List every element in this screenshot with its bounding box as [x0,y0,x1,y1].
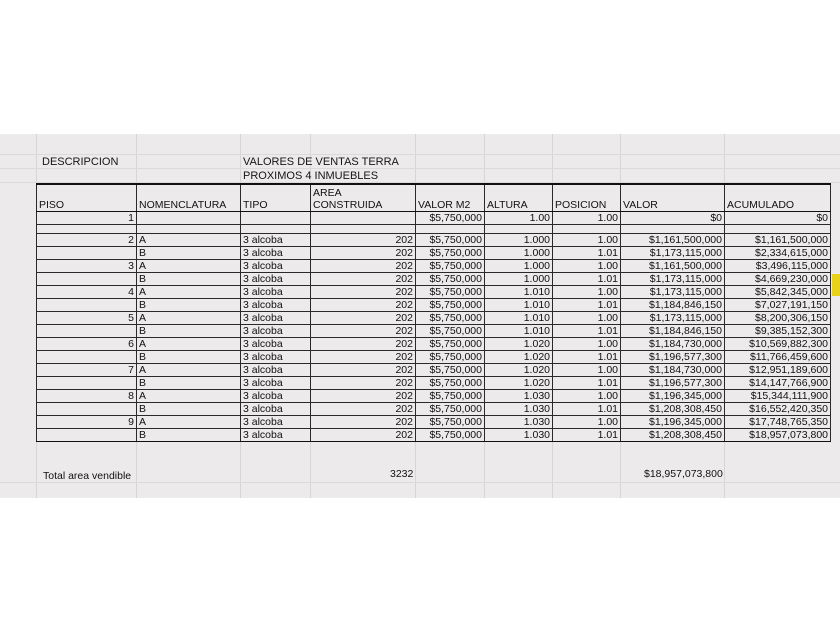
cell-valor-m2[interactable]: $5,750,000 [416,377,485,390]
spreadsheet-photo [0,134,840,498]
cell-acumulado[interactable]: $17,748,765,350 [725,416,831,429]
total-area-value: 3232 [390,468,414,480]
cell-nomenclatura[interactable]: A [137,312,241,325]
cell-nomenclatura[interactable] [137,212,241,225]
header-row [37,184,831,212]
cell-posicion[interactable]: 1.00 [553,364,621,377]
cell-valor[interactable]: $1,173,115,000 [621,273,725,286]
cell-altura[interactable]: 1.010 [485,312,553,325]
cell-piso[interactable] [37,273,137,286]
cell-area[interactable]: 202 [311,260,416,273]
table-row [37,377,831,390]
cell-area[interactable]: 202 [311,299,416,312]
cell-nomenclatura[interactable]: B [137,247,241,260]
cell-posicion[interactable]: 1.00 [553,390,621,403]
cell-valor-m2[interactable]: $5,750,000 [416,273,485,286]
cell-valor[interactable]: $1,184,846,150 [621,299,725,312]
cell-area[interactable]: 202 [311,390,416,403]
table-row [37,416,831,429]
cell-area[interactable]: 202 [311,364,416,377]
cell-posicion[interactable]: 1.00 [553,212,621,225]
cell-piso[interactable]: 6 [37,338,137,351]
col-area-construida[interactable] [311,184,416,212]
cell-posicion[interactable]: 1.01 [553,403,621,416]
cell-valor[interactable]: $1,208,308,450 [621,429,725,442]
cell-posicion[interactable]: 1.00 [553,286,621,299]
cell-tipo[interactable] [241,212,311,225]
cell-valor[interactable]: $1,208,308,450 [621,403,725,416]
cell-altura[interactable]: 1.010 [485,325,553,338]
table-row-first [37,212,831,225]
table-row [37,260,831,273]
cell-altura[interactable]: 1.000 [485,260,553,273]
table-row [37,390,831,403]
cell-posicion[interactable]: 1.01 [553,377,621,390]
cell-altura[interactable]: 1.030 [485,403,553,416]
table-row [37,325,831,338]
cell-valor[interactable]: $1,184,730,000 [621,338,725,351]
cell-tipo[interactable]: 3 alcoba [241,377,311,390]
cell-piso[interactable]: 4 [37,286,137,299]
cell-piso[interactable] [37,247,137,260]
cell-acumulado[interactable]: $16,552,420,350 [725,403,831,416]
cell-piso[interactable] [37,325,137,338]
cell-valor[interactable]: $1,196,345,000 [621,390,725,403]
cell-empty[interactable] [241,225,311,234]
cell-tipo[interactable]: 3 alcoba [241,338,311,351]
sheet-edge-marker [832,274,840,296]
table-row [37,312,831,325]
cell-nomenclatura[interactable]: A [137,390,241,403]
cell-valor-m2[interactable]: $5,750,000 [416,212,485,225]
cell-tipo[interactable]: 3 alcoba [241,390,311,403]
cell-valor[interactable]: $1,161,500,000 [621,234,725,247]
total-area-label: Total area vendible [43,470,132,482]
cell-posicion[interactable]: 1.01 [553,247,621,260]
cell-valor[interactable]: $1,173,115,000 [621,312,725,325]
cell-acumulado[interactable]: $0 [725,212,831,225]
cell-piso[interactable]: 8 [37,390,137,403]
descripcion-label: DESCRIPCION [42,156,119,168]
cell-altura[interactable]: 1.000 [485,247,553,260]
cell-piso[interactable] [37,299,137,312]
cell-valor-m2[interactable]: $5,750,000 [416,312,485,325]
cell-altura[interactable]: 1.030 [485,390,553,403]
cell-area[interactable]: 202 [311,429,416,442]
cell-valor[interactable]: $1,161,500,000 [621,260,725,273]
cell-valor-m2[interactable]: $5,750,000 [416,260,485,273]
col-acumulado[interactable]: ACUMULADO [725,184,831,212]
cell-piso[interactable] [37,351,137,364]
cell-valor-m2[interactable]: $5,750,000 [416,351,485,364]
cell-acumulado[interactable]: $18,957,073,800 [725,429,831,442]
cell-valor-m2[interactable]: $5,750,000 [416,429,485,442]
cell-altura[interactable]: 1.000 [485,273,553,286]
cell-altura[interactable]: 1.020 [485,351,553,364]
cell-tipo[interactable]: 3 alcoba [241,260,311,273]
table-row [37,403,831,416]
cell-piso[interactable]: 3 [37,260,137,273]
cell-acumulado[interactable]: $10,569,882,300 [725,338,831,351]
cell-acumulado[interactable]: $4,669,230,000 [725,273,831,286]
cell-empty[interactable] [725,225,831,234]
col-piso[interactable]: PISO [37,184,137,212]
cell-area[interactable]: 202 [311,325,416,338]
cell-empty[interactable] [485,225,553,234]
cell-piso[interactable]: 2 [37,234,137,247]
cell-empty[interactable] [416,225,485,234]
cell-valor[interactable]: $1,196,345,000 [621,416,725,429]
cell-empty[interactable] [553,225,621,234]
cell-posicion[interactable]: 1.01 [553,325,621,338]
cell-nomenclatura[interactable]: B [137,377,241,390]
cell-nomenclatura[interactable]: B [137,403,241,416]
cell-tipo[interactable]: 3 alcoba [241,299,311,312]
cell-valor-m2[interactable]: $5,750,000 [416,286,485,299]
cell-acumulado[interactable]: $12,951,189,600 [725,364,831,377]
cell-piso[interactable]: 9 [37,416,137,429]
gridline [0,482,840,483]
cell-piso[interactable]: 1 [37,212,137,225]
cell-area[interactable]: 202 [311,403,416,416]
cell-acumulado[interactable]: $3,496,115,000 [725,260,831,273]
cell-area[interactable]: 202 [311,338,416,351]
cell-altura[interactable]: 1.020 [485,377,553,390]
cell-valor-m2[interactable]: $5,750,000 [416,299,485,312]
cell-area[interactable]: 202 [311,286,416,299]
cell-nomenclatura[interactable]: B [137,273,241,286]
cell-nomenclatura[interactable]: A [137,260,241,273]
col-tipo[interactable]: TIPO [241,184,311,212]
col-altura[interactable]: ALTURA [485,184,553,212]
cell-posicion[interactable]: 1.00 [553,234,621,247]
cell-tipo[interactable]: 3 alcoba [241,429,311,442]
cell-tipo[interactable]: 3 alcoba [241,403,311,416]
cell-empty[interactable] [37,225,137,234]
cell-nomenclatura[interactable]: B [137,351,241,364]
cell-acumulado[interactable]: $11,766,459,600 [725,351,831,364]
cell-area[interactable]: 202 [311,416,416,429]
cell-area[interactable]: 202 [311,247,416,260]
cell-acumulado[interactable]: $15,344,111,900 [725,390,831,403]
cell-piso[interactable] [37,429,137,442]
table-row [37,273,831,286]
sheet-subtitle: PROXIMOS 4 INMUEBLES [243,170,379,182]
cell-empty[interactable] [311,225,416,234]
cell-piso[interactable]: 5 [37,312,137,325]
cell-valor-m2[interactable]: $5,750,000 [416,247,485,260]
cell-valor-m2[interactable]: $5,750,000 [416,325,485,338]
col-area-line1: AREA [313,187,342,199]
cell-valor[interactable]: $1,184,730,000 [621,364,725,377]
cell-acumulado[interactable]: $9,385,152,300 [725,325,831,338]
cell-altura[interactable]: 1.020 [485,364,553,377]
col-area-line2: CONSTRUIDA [313,199,383,211]
cell-area[interactable]: 202 [311,351,416,364]
cell-altura[interactable]: 1.00 [485,212,553,225]
cell-acumulado[interactable]: $7,027,191,150 [725,299,831,312]
spacer-row [37,225,831,234]
cell-piso[interactable]: 7 [37,364,137,377]
cell-area[interactable]: 202 [311,273,416,286]
cell-piso[interactable] [37,377,137,390]
table-row [37,247,831,260]
gridline [0,154,840,155]
total-valor-value: $18,957,073,800 [644,468,723,480]
cell-acumulado[interactable]: $5,842,345,000 [725,286,831,299]
cell-valor[interactable]: $1,184,846,150 [621,325,725,338]
cell-acumulado[interactable]: $8,200,306,150 [725,312,831,325]
cell-acumulado[interactable]: $2,334,615,000 [725,247,831,260]
cell-tipo[interactable]: 3 alcoba [241,273,311,286]
cell-valor-m2[interactable]: $5,750,000 [416,234,485,247]
cell-valor-m2[interactable]: $5,750,000 [416,416,485,429]
cell-posicion[interactable]: 1.01 [553,299,621,312]
cell-empty[interactable] [621,225,725,234]
cell-tipo[interactable]: 3 alcoba [241,351,311,364]
cell-area[interactable] [311,212,416,225]
cell-posicion[interactable]: 1.00 [553,260,621,273]
cell-tipo[interactable]: 3 alcoba [241,234,311,247]
col-posicion[interactable]: POSICION [553,184,621,212]
cell-altura[interactable]: 1.030 [485,429,553,442]
cell-posicion[interactable]: 1.00 [553,338,621,351]
cell-tipo[interactable]: 3 alcoba [241,416,311,429]
cell-nomenclatura[interactable]: A [137,286,241,299]
cell-nomenclatura[interactable]: B [137,325,241,338]
cell-valor[interactable]: $1,173,115,000 [621,247,725,260]
cell-valor-m2[interactable]: $5,750,000 [416,390,485,403]
cell-empty[interactable] [137,225,241,234]
cell-nomenclatura[interactable]: A [137,364,241,377]
cell-posicion[interactable]: 1.01 [553,273,621,286]
cell-altura[interactable]: 1.010 [485,299,553,312]
cell-acumulado[interactable]: $1,161,500,000 [725,234,831,247]
cell-nomenclatura[interactable]: B [137,299,241,312]
cell-area[interactable]: 202 [311,312,416,325]
cell-valor-m2[interactable]: $5,750,000 [416,403,485,416]
table-row [37,351,831,364]
table-row [37,299,831,312]
col-valor-m2[interactable]: VALOR M2 [416,184,485,212]
cell-altura[interactable]: 1.030 [485,416,553,429]
values-table [36,183,831,442]
cell-posicion[interactable]: 1.01 [553,351,621,364]
cell-altura[interactable]: 1.020 [485,338,553,351]
cell-area[interactable]: 202 [311,377,416,390]
cell-valor[interactable]: $1,173,115,000 [621,286,725,299]
cell-piso[interactable] [37,403,137,416]
cell-valor[interactable]: $0 [621,212,725,225]
cell-nomenclatura[interactable]: A [137,234,241,247]
table-row [37,429,831,442]
table-row [37,338,831,351]
cell-altura[interactable]: 1.000 [485,234,553,247]
cell-area[interactable]: 202 [311,234,416,247]
sheet-title: VALORES DE VENTAS TERRA [243,156,399,168]
cell-valor[interactable]: $1,196,577,300 [621,351,725,364]
cell-tipo[interactable]: 3 alcoba [241,286,311,299]
cell-altura[interactable]: 1.010 [485,286,553,299]
cell-acumulado[interactable]: $14,147,766,900 [725,377,831,390]
cell-posicion[interactable]: 1.00 [553,416,621,429]
cell-posicion[interactable]: 1.00 [553,312,621,325]
table-row [37,364,831,377]
cell-nomenclatura[interactable]: B [137,429,241,442]
table-row [37,234,831,247]
cell-tipo[interactable]: 3 alcoba [241,247,311,260]
col-valor[interactable]: VALOR [621,184,725,212]
cell-tipo[interactable]: 3 alcoba [241,364,311,377]
cell-nomenclatura[interactable]: A [137,416,241,429]
cell-nomenclatura[interactable]: A [137,338,241,351]
table-row [37,286,831,299]
cell-valor[interactable]: $1,196,577,300 [621,377,725,390]
cell-posicion[interactable]: 1.01 [553,429,621,442]
gridline [0,168,840,169]
cell-valor-m2[interactable]: $5,750,000 [416,364,485,377]
cell-tipo[interactable]: 3 alcoba [241,325,311,338]
col-nomenclatura[interactable]: NOMENCLATURA [137,184,241,212]
cell-tipo[interactable]: 3 alcoba [241,312,311,325]
cell-valor-m2[interactable]: $5,750,000 [416,338,485,351]
